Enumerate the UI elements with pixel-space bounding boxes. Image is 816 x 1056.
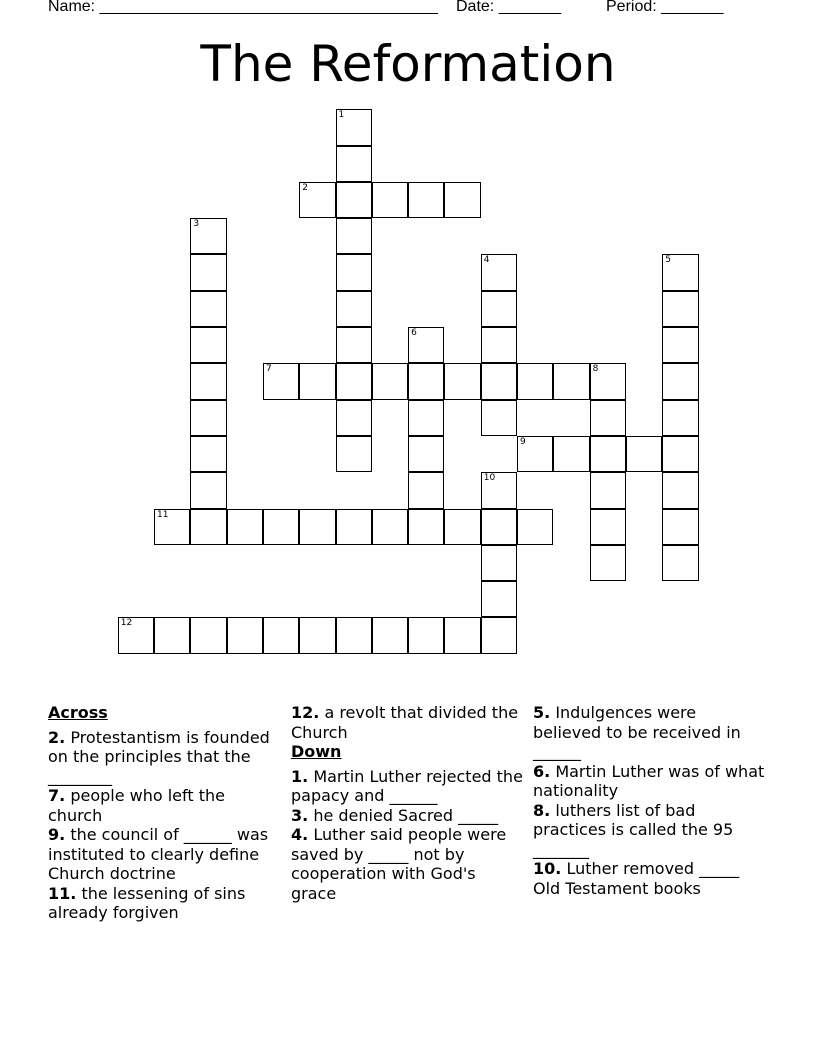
across-clue (48, 786, 280, 825)
clue-text: a revolt that divided the Church (291, 703, 519, 742)
down-clue (291, 806, 523, 826)
crossword-cell[interactable] (190, 327, 226, 363)
crossword-cell[interactable] (299, 182, 335, 218)
crossword-cell[interactable] (154, 617, 190, 653)
name-field[interactable]: Name: ______________________________________ (48, 0, 438, 15)
crossword-cell[interactable] (590, 472, 626, 508)
crossword-cell[interactable] (336, 436, 372, 472)
clue-text: Luther removed _____ Old Testament books (533, 859, 740, 898)
crossword-cell[interactable] (662, 509, 698, 545)
crossword-cell[interactable] (481, 363, 517, 399)
crossword-cell[interactable] (481, 545, 517, 581)
clue-column-3 (533, 703, 765, 898)
crossword-cell[interactable] (553, 363, 589, 399)
down-clue (533, 703, 765, 762)
clue-text: he denied Sacred _____ (313, 805, 499, 825)
clue-number-label: 5 (665, 255, 671, 266)
clue-number: 9. (48, 825, 66, 844)
across-clue (48, 728, 280, 787)
clue-text: Indulgences were believed to be received in ______ (533, 703, 741, 761)
crossword-cell[interactable] (154, 509, 190, 545)
clue-number-label: 4 (483, 255, 490, 266)
crossword-cell[interactable] (372, 509, 408, 545)
crossword-cell[interactable] (190, 472, 226, 508)
crossword-cell[interactable] (190, 617, 226, 653)
clue-number: 12. (291, 703, 320, 722)
clue-number: 1. (291, 766, 309, 786)
period-field[interactable]: Period: _______ (606, 0, 724, 15)
clue-number: 3. (291, 805, 309, 825)
crossword-cell[interactable] (372, 617, 408, 653)
crossword-cell[interactable] (481, 509, 517, 545)
across-clue (291, 703, 523, 742)
clue-column-1 (48, 703, 280, 923)
across-clue (48, 825, 280, 884)
crossword-cell[interactable] (590, 509, 626, 545)
crossword-cell[interactable] (662, 400, 698, 436)
down-heading: Down (291, 742, 342, 761)
clue-text: Luther said people were saved by _____ not by cooperation with God's grace (291, 825, 507, 903)
crossword-cell[interactable] (263, 617, 299, 653)
crossword-cell[interactable] (444, 182, 480, 218)
clue-number-label: 6 (411, 328, 417, 339)
clue-number: 4. (291, 825, 309, 844)
down-clue (533, 859, 765, 898)
crossword-cell[interactable] (118, 617, 154, 653)
crossword-cell[interactable] (444, 509, 480, 545)
clue-number: 8. (533, 800, 551, 820)
crossword-cell[interactable] (190, 400, 226, 436)
crossword-cell[interactable] (481, 617, 517, 653)
down-clue (533, 801, 765, 860)
crossword-cell[interactable] (408, 400, 444, 436)
crossword-cell[interactable] (190, 436, 226, 472)
crossword-cell[interactable] (408, 509, 444, 545)
crossword-cell[interactable] (263, 509, 299, 545)
clue-number-label: 1 (338, 110, 345, 121)
down-clue (291, 767, 523, 806)
crossword-cell[interactable] (263, 363, 299, 399)
crossword-cell[interactable] (481, 581, 517, 617)
crossword-cell[interactable] (517, 509, 553, 545)
across-heading: Across (48, 703, 108, 722)
crossword-cell[interactable] (336, 254, 372, 290)
crossword-cell[interactable] (662, 363, 698, 399)
clue-number-label: 2 (302, 182, 308, 193)
crossword-cell[interactable] (408, 327, 444, 363)
crossword-cell[interactable] (227, 509, 263, 545)
crossword-cell[interactable] (662, 472, 698, 508)
down-clue (533, 762, 765, 801)
crossword-cell[interactable] (299, 509, 335, 545)
clue-number: 6. (533, 761, 551, 781)
crossword-cell[interactable] (336, 509, 372, 545)
crossword-cell[interactable] (408, 617, 444, 653)
clue-number: 2. (48, 727, 66, 747)
clue-number-label: 3 (193, 219, 200, 230)
page-title: The Reformation (200, 35, 616, 93)
clue-number: 5. (533, 703, 551, 722)
clue-text: luthers list of bad practices is called the 95 _______ (533, 800, 734, 859)
crossword-cell[interactable] (481, 327, 517, 363)
crossword-cell[interactable] (553, 436, 589, 472)
crossword-cell[interactable] (336, 218, 372, 254)
crossword-cell[interactable] (190, 254, 226, 290)
clue-number-label: 12 (120, 618, 133, 629)
clue-text: the lessening of sins already forgiven (48, 883, 246, 922)
clue-text: Martin Luther was of what nationality (533, 761, 765, 800)
clue-text: the council of ______ was instituted to clearly define Church doctrine (48, 825, 269, 883)
crossword-cell[interactable] (336, 327, 372, 363)
clue-number-label: 8 (592, 364, 599, 375)
crossword-cell[interactable] (662, 327, 698, 363)
clue-number-label: 11 (157, 509, 169, 520)
crossword-cell[interactable] (336, 109, 372, 145)
crossword-cell[interactable] (481, 291, 517, 327)
crossword-cell[interactable] (190, 291, 226, 327)
crossword-cell[interactable] (481, 400, 517, 436)
crossword-cell[interactable] (517, 363, 553, 399)
crossword-cell[interactable] (372, 363, 408, 399)
crossword-cell[interactable] (590, 436, 626, 472)
crossword-cell[interactable] (662, 254, 698, 290)
crossword-cell[interactable] (481, 254, 517, 290)
crossword-cell[interactable] (408, 472, 444, 508)
crossword-cell[interactable] (590, 400, 626, 436)
crossword-cell[interactable] (336, 291, 372, 327)
clue-number: 7. (48, 786, 66, 805)
crossword-cell[interactable] (662, 436, 698, 472)
crossword-cell[interactable] (336, 400, 372, 436)
crossword-cell[interactable] (227, 617, 263, 653)
crossword-cell[interactable] (408, 363, 444, 399)
crossword-cell[interactable] (444, 617, 480, 653)
crossword-cell[interactable] (408, 182, 444, 218)
clue-text: Protestantism is founded on the principles that the ________ (48, 727, 270, 786)
crossword-cell[interactable] (190, 363, 226, 399)
crossword-cell[interactable] (590, 545, 626, 581)
crossword-cell[interactable] (590, 363, 626, 399)
crossword-cell[interactable] (372, 182, 408, 218)
clue-text: Martin Luther rejected the papacy and ______ (291, 766, 523, 805)
date-field[interactable]: Date: _______ (456, 0, 561, 15)
clue-number-label: 7 (265, 364, 272, 375)
crossword-cell[interactable] (626, 436, 662, 472)
crossword-cell[interactable] (336, 617, 372, 653)
clue-number: 10. (533, 859, 562, 878)
crossword-cell[interactable] (336, 146, 372, 182)
crossword-cell[interactable] (336, 363, 372, 399)
crossword-cell[interactable] (662, 545, 698, 581)
clue-number-label: 10 (483, 473, 496, 484)
crossword-cell[interactable] (408, 436, 444, 472)
clue-column-2 (291, 703, 523, 903)
crossword-cell[interactable] (444, 363, 480, 399)
clue-number-label: 9 (520, 436, 526, 447)
crossword-cell[interactable] (299, 617, 335, 653)
crossword-cell[interactable] (190, 218, 226, 254)
clue-number: 11. (48, 883, 77, 903)
crossword-cell[interactable] (336, 182, 372, 218)
down-clue (291, 825, 523, 903)
crossword-cell[interactable] (517, 436, 553, 472)
crossword-cell[interactable] (662, 291, 698, 327)
crossword-cell[interactable] (190, 509, 226, 545)
crossword-cell[interactable] (299, 363, 335, 399)
clue-text: people who left the church (48, 786, 225, 825)
across-clue (48, 884, 280, 923)
crossword-cell[interactable] (481, 472, 517, 508)
